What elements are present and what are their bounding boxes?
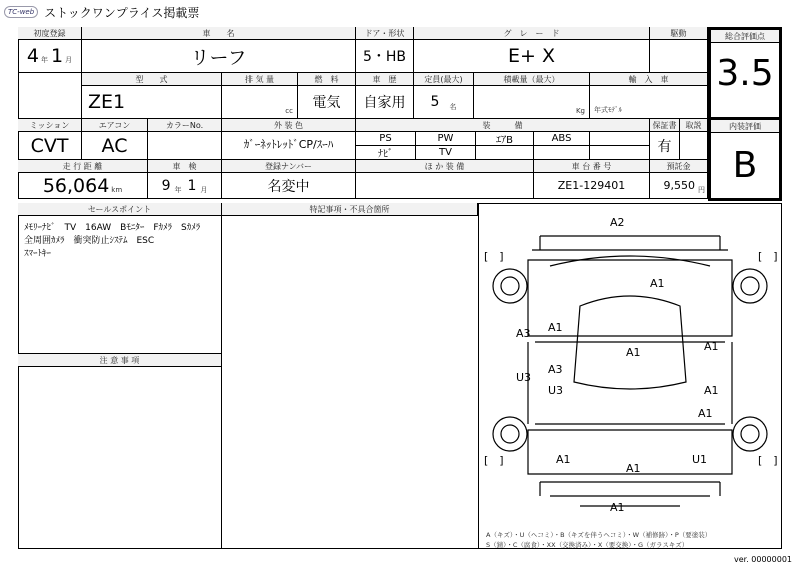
drive-value [650, 40, 708, 73]
row2-blank [18, 73, 82, 119]
sales-point-line-1: ﾒﾓﾘｰﾅﾋﾞ TV 16AW Bﾓﾆﾀｰ Fｶﾒﾗ Sｶﾒﾗ [24, 223, 201, 233]
interior-score-value: B [732, 145, 758, 186]
displacement-unit: cc [285, 107, 293, 115]
door-type-value: 5・HB [356, 40, 414, 73]
exterior-value: ｶﾞｰﾈｯﾄﾚｯﾄﾞCP/ｽｰﾊ [222, 132, 356, 160]
equipment-navi: ﾅﾋﾞ [356, 146, 416, 160]
inspection-year: 9 [161, 177, 171, 194]
label-special-notes: 特記事項・不具合箇所 [222, 203, 478, 216]
inspection-value [148, 173, 222, 199]
bracket-left-rear: [ ] [484, 454, 504, 467]
label-drive: 駆動 [650, 27, 708, 40]
label-other-equipment: ほ か 装 備 [356, 160, 534, 173]
label-plate: 登録ナンバー [222, 160, 356, 173]
label-capacity: 定員(最大) [414, 73, 474, 86]
mileage-value [18, 173, 148, 199]
other-equipment-value [356, 173, 534, 199]
sales-points-col-border [221, 203, 222, 549]
capacity-number: 5 [430, 94, 440, 110]
load-value [474, 86, 590, 119]
load-unit: Kg [575, 107, 585, 115]
mark-a1-trunk: A1 [626, 462, 641, 475]
bracket-left-front: [ ] [484, 250, 504, 263]
mark-u3-left-rear-door: U3 [548, 384, 564, 397]
recycle-number: 9,550 [663, 179, 695, 192]
inspection-month-unit: 月 [200, 185, 208, 194]
label-grade: グ レ ー ド [414, 27, 650, 40]
legend-line-1: A（キズ）・U（ヘコミ）・B（キズを伴うヘコミ）・W（補修跡）・P（要塗装） [486, 531, 712, 539]
label-car-history: 車 歴 [356, 73, 414, 86]
equipment-airbag: ｴｱB [476, 132, 534, 146]
label-inspection: 車 検 [148, 160, 222, 173]
chassis-no-value: ZE1-129401 [534, 173, 650, 199]
label-color-no: カラーNo. [148, 119, 222, 132]
capacity-unit: 名 [449, 103, 457, 111]
label-fuel: 燃 料 [298, 73, 356, 86]
mission-value: CVT [18, 132, 82, 160]
mileage-number: 56,064 [42, 174, 110, 197]
inspection-month: 1 [187, 177, 197, 194]
mark-u3-left: U3 [516, 371, 532, 384]
label-equipment: 装 備 [356, 119, 650, 132]
model-value: ZE1 [82, 86, 222, 119]
grade-value: E+ X [414, 40, 650, 73]
notes-col-border [478, 203, 479, 549]
capacity-value [414, 86, 474, 119]
mark-a1-left-rear: A1 [556, 453, 571, 466]
label-car-name: 車 名 [82, 27, 356, 40]
label-recycle: 預託金 [650, 160, 708, 173]
inspection-year-unit: 年 [174, 185, 182, 194]
mark-a1-right-mid: A1 [704, 384, 719, 397]
label-mission: ミッション [18, 119, 82, 132]
sales-point-line-3: ｽﾏｰﾄｷｰ [24, 249, 52, 259]
equipment-slot-3 [476, 146, 534, 160]
recycle-value [650, 173, 708, 199]
equipment-slot-4 [534, 146, 590, 160]
label-sales-points: セールスポイント [18, 203, 222, 216]
label-first-reg: 初度登録 [18, 27, 82, 40]
label-manual: 取説 [680, 119, 708, 132]
car-name-value: リーフ [82, 40, 356, 73]
label-aircon: エアコン [82, 119, 148, 132]
page-title: ストックワンプライス掲載票 [44, 5, 200, 20]
mark-a2-front: A2 [610, 216, 625, 229]
manual-value [680, 132, 708, 160]
label-load: 積載量（最大） [474, 73, 590, 86]
bracket-right-front: [ ] [758, 250, 778, 263]
sales-point-line-2: 全周囲ｶﾒﾗ 衝突防止ｼｽﾃﾑ ESC [24, 236, 155, 246]
label-warranty: 保証書 [650, 119, 680, 132]
first-reg-value [18, 40, 82, 73]
legend-line-2: S（錆）・C（腐食）・XX（交換済み）・X（要交換）・G（ガラスキズ） [486, 541, 689, 549]
recycle-unit: 円 [698, 185, 705, 194]
label-exterior: 外 装 色 [222, 119, 356, 132]
equipment-abs: ABS [534, 132, 590, 146]
mark-a1-roof: A1 [626, 346, 641, 359]
month-unit: 月 [65, 56, 73, 64]
equipment-pw: PW [416, 132, 476, 146]
displacement-value [222, 86, 298, 119]
first-reg-month: 1 [51, 45, 64, 67]
mark-a3-left-rear-door: A3 [548, 363, 563, 376]
sales-points-text [24, 222, 220, 261]
label-displacement: 排 気 量 [222, 73, 298, 86]
label-import: 輸 入 車 [590, 73, 708, 86]
mark-a1-right-rear: A1 [698, 407, 713, 420]
color-no-value [148, 132, 222, 160]
label-chassis-no: 車 台 番 号 [534, 160, 650, 173]
version-label: ver. 00000001 [733, 555, 792, 564]
fuel-value: 電気 [298, 86, 356, 119]
equipment-slot-5 [590, 146, 650, 160]
mark-a1-right-front: A1 [704, 340, 719, 353]
label-caution: 注 意 事 項 [18, 353, 222, 367]
plate-value: 名変中 [222, 173, 356, 199]
import-note: 年式ﾓﾃﾞﾙ [594, 106, 622, 114]
header [4, 2, 199, 22]
overall-score-value: 3.5 [716, 53, 774, 94]
mark-a1-hood: A1 [650, 277, 665, 290]
equipment-extra [590, 132, 650, 146]
import-value [590, 86, 708, 119]
year-unit: 年 [41, 56, 48, 64]
first-reg-year: 4 [26, 45, 39, 67]
mark-a1-rear: A1 [610, 501, 625, 514]
equipment-tv: TV [416, 146, 476, 160]
mark-a1-left-front-door: A1 [548, 321, 563, 334]
equipment-ps: PS [356, 132, 416, 146]
aircon-value: AC [82, 132, 148, 160]
car-history-value: 自家用 [356, 86, 414, 119]
damage-diagram [480, 206, 780, 526]
label-mileage: 走 行 距 離 [18, 160, 148, 173]
mark-a3-left-front: A3 [516, 327, 531, 340]
warranty-value: 有 [650, 132, 680, 160]
logo: TC-web [4, 6, 38, 18]
bracket-right-rear: [ ] [758, 454, 778, 467]
mark-u1-right-rear: U1 [692, 453, 708, 466]
label-interior-score: 内装評価 [711, 120, 779, 133]
label-overall-score: 総合評価点 [711, 30, 779, 43]
label-model: 型 式 [82, 73, 222, 86]
mileage-unit: km [111, 185, 123, 194]
label-door-type: ドア・形状 [356, 27, 414, 40]
